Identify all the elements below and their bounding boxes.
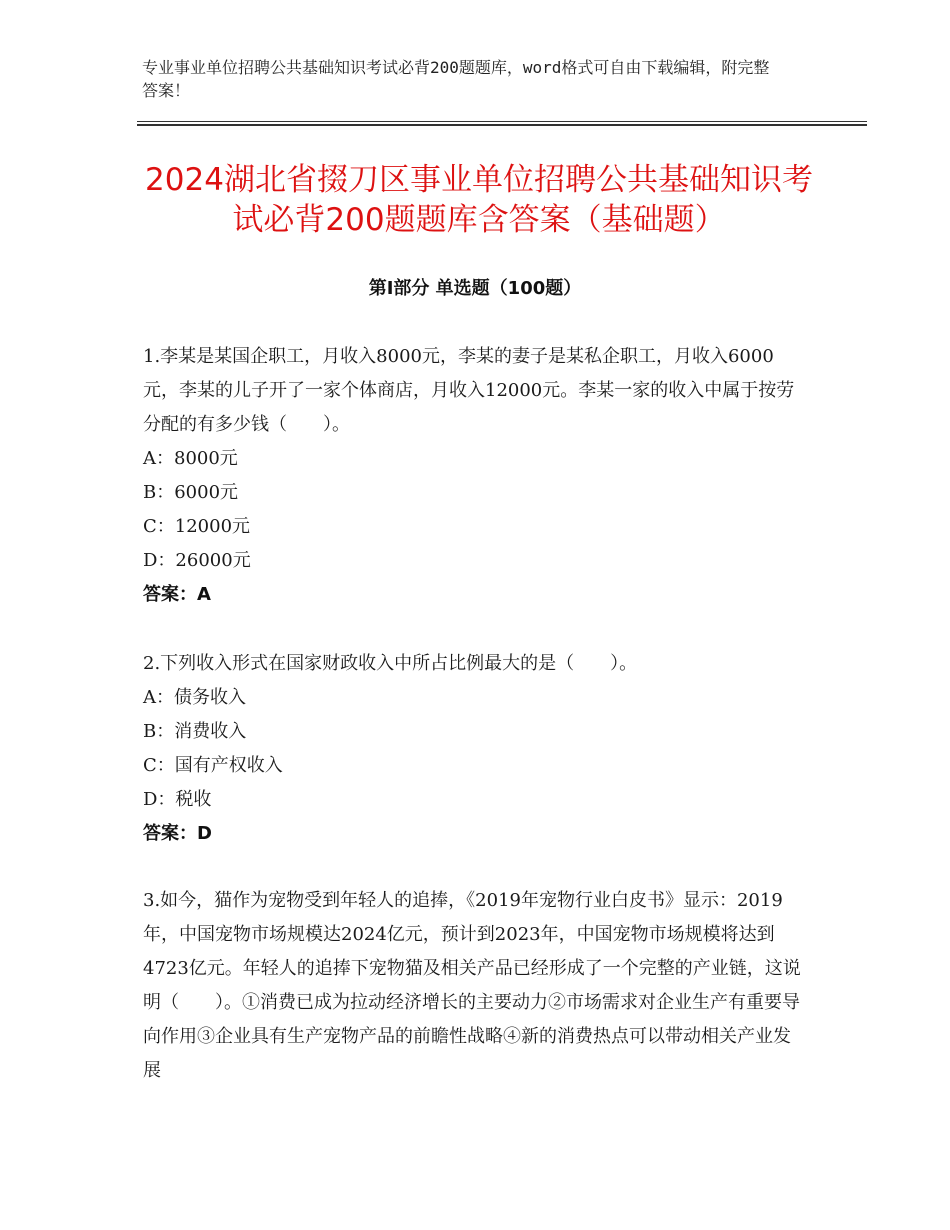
option-b: B：消费收入 <box>143 721 247 742</box>
question-stem: 2.下列收入形式在国家财政收入中所占比例最大的是（ ）。 <box>143 653 638 674</box>
question-1 <box>143 340 808 612</box>
header-divider <box>137 121 867 126</box>
answer-line: 答案：A <box>143 584 211 605</box>
question-stem: 3.如今，猫作为宠物受到年轻人的追捧，《2019年宠物行业白皮书》显示：2019年，中国宠物市场规模达2024亿元，预计到2023年，中国宠物市场规模将达到4723亿元。年轻人的追捧下宠物猫及相关产品已经形成了一个完整的产业链，这说明（ ）。①消费已成为拉动经济增长的主要动力②市场需求对企业生产有重要导向作用③企业具有生产宠物产品的前瞻性战略④新的消费热点可以带动相关产业发展 <box>143 890 801 1081</box>
question-2 <box>143 647 808 851</box>
option-c: C：国有产权收入 <box>143 755 283 776</box>
option-b: B：6000元 <box>143 482 239 503</box>
section-heading: 第I部分 单选题（100题） <box>368 278 582 299</box>
answer-line: 答案：D <box>143 823 212 844</box>
option-d: D：税收 <box>143 789 212 810</box>
question-stem: 1.李某是某国企职工，月收入8000元，李某的妻子是某私企职工，月收入6000元，李某的儿子开了一家个体商店，月收入12000元。李某一家的收入中属于按劳分配的有多少钱（ ）。 <box>143 346 795 435</box>
question-3 <box>143 884 808 1088</box>
option-a: A：8000元 <box>143 448 238 469</box>
option-d: D：26000元 <box>143 550 251 571</box>
document-title: 2024湖北省掇刀区事业单位招聘公共基础知识考试必背200题题库含答案（基础题） <box>145 162 813 238</box>
header-note: 专业事业单位招聘公共基础知识考试必背200题题库，word格式可自由下载编辑，附完整答案！ <box>142 58 770 100</box>
option-a: A：债务收入 <box>143 687 246 708</box>
option-c: C：12000元 <box>143 516 251 537</box>
